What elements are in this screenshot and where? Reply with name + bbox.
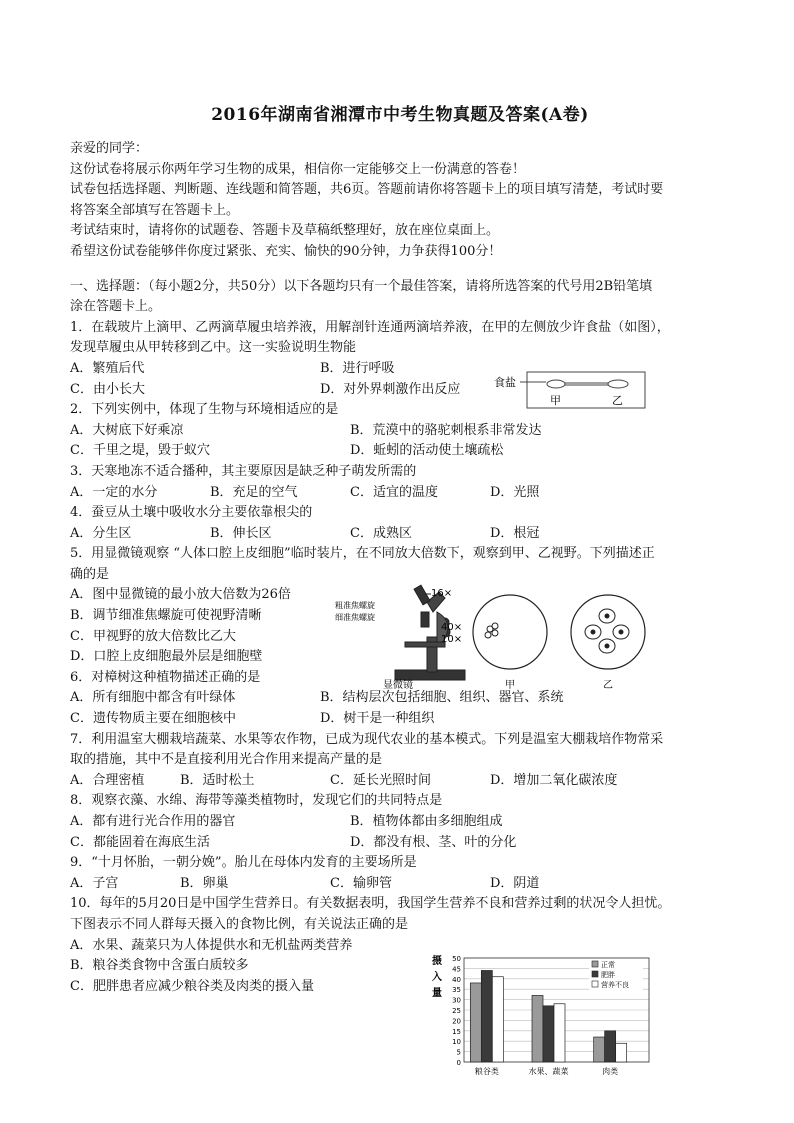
microscope-figure — [335, 582, 665, 692]
legend-label-0: 正常 — [601, 961, 615, 969]
bar-0-1 — [532, 995, 543, 1062]
jia-label: 甲 — [550, 394, 561, 407]
question-stem: 下图表示不同人群每天摄入的食物比例，有关说法正确的是 — [70, 916, 409, 932]
bar-0-0 — [470, 983, 481, 1062]
exam-page — [70, 100, 730, 997]
mag-16: 16× — [431, 588, 453, 599]
y-tick-label: 35 — [452, 986, 461, 995]
glass-slide — [527, 372, 645, 408]
option-row — [70, 833, 730, 854]
yi-label: 乙 — [612, 394, 623, 407]
legend-swatch-1 — [592, 971, 598, 977]
slide-figure — [492, 370, 652, 412]
field-jia — [473, 595, 547, 669]
option-d: D．树干是一种组织 — [320, 711, 435, 727]
question-stem: 6．对樟树这种植物描述正确的是 — [70, 669, 261, 685]
option-a: A．都有进行光合作用的器官 — [70, 814, 236, 829]
intro-line: 亲爱的同学： — [70, 141, 149, 156]
option-row — [70, 524, 730, 545]
option-b: B．植物体都由多细胞组成 — [350, 814, 503, 829]
yi-field-label: 乙 — [603, 680, 613, 691]
option-a: A．合理密植 — [70, 772, 145, 788]
intro-line: 希望这份试卷能够伴你度过紧张、充实、愉快的90分钟，力争获得100分！ — [70, 243, 502, 259]
question-stem: 2．下列实例中，体现了生物与环境相适应的是 — [70, 402, 339, 418]
drop-yi — [608, 380, 628, 388]
jia-field-label: 甲 — [505, 680, 515, 691]
option-d: D．光照 — [490, 484, 540, 500]
y-tick-label: 0 — [456, 1059, 461, 1067]
question-stem: 7．利用温室大棚栽培蔬菜、水果等农作物，已成为现代农业的基本模式。下列是温室大棚栽培作物常采 — [70, 731, 664, 747]
option-row — [70, 441, 730, 462]
y-tick-label: 10 — [452, 1038, 461, 1047]
y-tick-label: 30 — [452, 996, 461, 1005]
field-yi — [571, 595, 645, 669]
option-row — [70, 874, 730, 895]
x-tick-label: 水果、蔬菜 — [528, 1067, 569, 1076]
intro-line: 试卷包括选择题、判断题、连线题和简答题，共6页。答题前请你将答题卡上的项目填写清楚，考试时要 — [70, 182, 664, 198]
question-stem: 取的措施，其中不是直接利用光合作用来提高产量的是 — [70, 752, 383, 768]
question-stem: 10．每年的5月20日是中国学生营养日。有关数据表明，我国学生营养不良和营养过剩的状况令人担忧。 — [70, 896, 671, 912]
intake-chart — [424, 950, 664, 1085]
bar-1-1 — [543, 1006, 554, 1062]
option-b: B．进行呼吸 — [320, 360, 395, 376]
intro-line: 考试结束时，请将你的试题卷、答题卡及草稿纸整理好，放在座位桌面上。 — [70, 223, 500, 239]
salt-label: 食盐 — [494, 376, 516, 389]
option-d: D．增加二氧化碳浓度 — [490, 772, 618, 788]
fine-label: 细准焦螺旋 — [335, 613, 375, 622]
option-b: B．调节细准焦螺旋可使视野清晰 — [70, 608, 262, 624]
question-stem: 4．蚕豆从土壤中吸收水分主要依靠根尖的 — [70, 505, 313, 521]
mag-40: 40× — [441, 622, 463, 633]
option-c: C．都能固着在海底生活 — [70, 834, 210, 850]
y-tick-label: 50 — [452, 955, 461, 963]
y-tick-label: 5 — [456, 1048, 461, 1057]
legend-label-2: 营养不良 — [601, 981, 629, 989]
section-heading: 涂在答题卡上。 — [70, 299, 162, 315]
intro-line: 这份试卷将展示你两年学习生物的成果，相信你一定能够交上一份满意的答卷！ — [70, 161, 526, 177]
y-axis-label: 摄入量 — [432, 956, 442, 999]
bar-1-0 — [481, 970, 492, 1062]
coarse-label: 粗准焦螺旋 — [335, 601, 375, 610]
option-c: C．适宜的温度 — [350, 484, 438, 500]
option-c: C．输卵管 — [330, 875, 392, 891]
intro-line: 将答案全部填写在答题卡上。 — [70, 202, 240, 218]
bar-1-2 — [605, 1031, 616, 1062]
y-tick-label: 40 — [452, 975, 461, 984]
option-a: A．繁殖后代 — [70, 360, 145, 376]
bar-2-2 — [616, 1043, 627, 1062]
option-b: B．卵巢 — [180, 875, 229, 891]
option-d: D．阴道 — [490, 875, 540, 891]
question-stem: 9．“十月怀胎，一朝分娩”。胎儿在母体内发育的主要场所是 — [70, 855, 417, 871]
bar-0-2 — [594, 1037, 605, 1062]
page-title: 2016年湖南省湘潭市中考生物真题及答案(A卷) — [211, 105, 589, 125]
mag-10: 10× — [441, 634, 463, 645]
option-c: C．成熟区 — [350, 525, 412, 541]
option-b: B．伸长区 — [210, 525, 272, 541]
legend-label-1: 肥胖 — [601, 971, 615, 979]
question-stem: 3．天寒地冻不适合播种，其主要原因是缺乏种子萌发所需的 — [70, 463, 417, 479]
option-c: C．遗传物质主要在细胞核中 — [70, 711, 236, 727]
option-row — [70, 812, 730, 833]
y-tick-label: 25 — [452, 1007, 461, 1015]
option-a: A．水果、蔬菜只为人体提供水和无机盐两类营养 — [70, 937, 353, 953]
option-d: D．蚯蚓的活动使土壤疏松 — [350, 443, 504, 459]
option-c: C．千里之堤，毁于蚁穴 — [70, 443, 210, 459]
option-a: A．所有细胞中都含有叶绿体 — [70, 690, 236, 706]
x-tick-label: 肉类 — [602, 1067, 619, 1076]
option-c: C．由小长大 — [70, 381, 145, 397]
question-stem: 发现草履虫从甲转移到乙中。这一实验说明生物能 — [70, 340, 357, 356]
option-row — [70, 709, 730, 730]
option-d: D．对外界刺激作出反应 — [320, 381, 461, 397]
option-c: C．甲视野的放大倍数比乙大 — [70, 628, 236, 644]
option-a: A．分生区 — [70, 525, 132, 541]
legend-swatch-0 — [592, 961, 598, 967]
option-b: B．适时松土 — [180, 772, 255, 788]
option-row — [70, 771, 730, 792]
option-b: B．粮谷类食物中含蛋白质较多 — [70, 958, 249, 974]
question-stem: 确的是 — [70, 566, 110, 582]
option-d: D．口腔上皮细胞最外层是细胞壁 — [70, 649, 263, 665]
y-tick-label: 20 — [452, 1017, 461, 1026]
question-stem: 8．观察衣藻、水绵、海带等藻类植物时，发现它们的共同特点是 — [70, 793, 443, 809]
y-tick-label: 45 — [452, 965, 461, 974]
bar-2-1 — [554, 1004, 565, 1062]
option-row — [70, 483, 730, 504]
y-tick-label: 15 — [452, 1027, 461, 1036]
option-row — [70, 421, 730, 442]
cells-large — [585, 609, 629, 653]
option-a: A．一定的水分 — [70, 484, 158, 500]
option-b: B．充足的空气 — [210, 484, 298, 500]
option-c: C．延长光照时间 — [330, 772, 431, 788]
bar-2-0 — [492, 977, 503, 1062]
cells-small — [485, 623, 498, 638]
option-b: B．结构层次包括细胞、组织、器官、系统 — [320, 690, 564, 706]
option-d: D．都没有根、茎、叶的分化 — [350, 834, 517, 850]
question-stem: 5．用显微镜观察 “人体口腔上皮细胞”临时装片，在不同放大倍数下，观察到甲、乙视野。下列描述正 — [70, 546, 655, 562]
option-a: A．图中显微镜的最小放大倍数为26倍 — [70, 587, 291, 603]
x-tick-label: 粮谷类 — [474, 1067, 499, 1076]
legend-swatch-2 — [592, 981, 598, 987]
scope-label: 显微镜 — [383, 680, 413, 691]
option-d: D．根冠 — [490, 525, 540, 541]
option-a: A．大树底下好乘凉 — [70, 422, 184, 438]
option-a: A．子宫 — [70, 875, 119, 891]
section-heading: 一、选择题：（每小题2分，共50分）以下各题均只有一个最佳答案，请将所选答案的代号用2B铅笔填 — [70, 278, 653, 294]
option-c: C．肥胖患者应减少粮谷类及肉类的摄入量 — [70, 978, 314, 994]
drop-jia — [547, 380, 565, 388]
option-b: B．荒漠中的骆驼刺根系非常发达 — [350, 422, 542, 438]
question-stem: 1．在载玻片上滴甲、乙两滴草履虫培养液，用解剖针连通两滴培养液，在甲的左侧放少许食盐（如图）， — [70, 319, 670, 335]
